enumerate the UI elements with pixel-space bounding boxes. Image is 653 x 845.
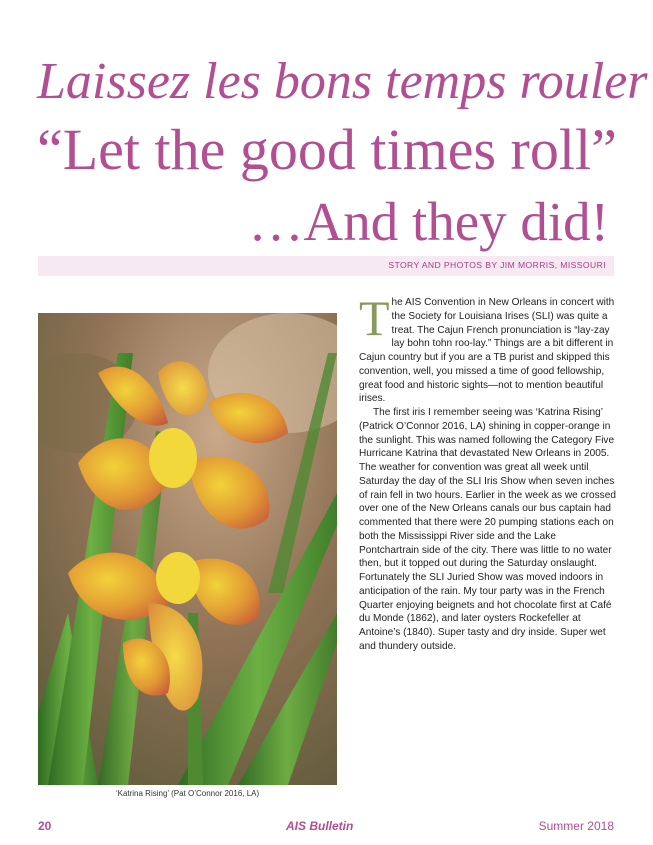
title-line-english: “Let the good times roll” [37, 117, 617, 182]
title-line-and-they-did: …And they did! [248, 191, 609, 252]
issue-date: Summer 2018 [538, 819, 614, 833]
byline: STORY AND PHOTOS BY JIM MORRIS, MISSOURI [388, 260, 606, 270]
article-body [359, 290, 616, 654]
byline-bar [38, 256, 614, 276]
article-paragraph [359, 290, 616, 406]
iris-photo [38, 313, 337, 785]
article-paragraph: The first iris I remember seeing was ‘Katrina Rising’ (Patrick O’Connor 2016, LA) shining in copper-orange in the sunlight. This was named following the Category Five Hurricane Katrina that devastated New Orleans in 2005. The weather for convention was great all week until Saturday the day of the SLI Iris Show when seven inches of rain fell in two hours. Earlier in the week as we crossed over one of the New Orleans canals our bus captain had commented that there were 20 pumping stations each on both the Mississippi River side and the Lake Pontchartrain side of the city. There was little to no water then, but it topped out during the Saturday onslaught. Fortunately the SLI Juried Show was moved indoors in anticipation of the rain. My tour party was in the French Quarter enjoying beignets and hot chocolate first at Café du Monde (1862), and later oysters Rockefeller at Antoine’s (1840). Super tasty and dry inside. Super wet and thundery outside. [359, 407, 616, 652]
photo-caption: ‘Katrina Rising’ (Pat O’Connor 2016, LA) [115, 789, 260, 798]
paragraph-text: he AIS Convention in New Orleans in concert with the Society for Louisiana Irises (SLI) was quite a treat. The Cajun French pronunciation is “lay-zay lay bohn tohn roo-lay.” Things are a bit different in Cajun country but if you are a TB purist and skipped this convention, well, you missed a time of good fellowship, great food and historic sights—not to mention beautiful irises. [359, 297, 615, 405]
page-number: 20 [38, 819, 52, 833]
title-line-french: Laissez les bons temps rouler [37, 53, 648, 110]
publication-name: AIS Bulletin [286, 819, 354, 833]
iris-illustration [38, 313, 337, 785]
drop-cap: T [359, 290, 390, 346]
